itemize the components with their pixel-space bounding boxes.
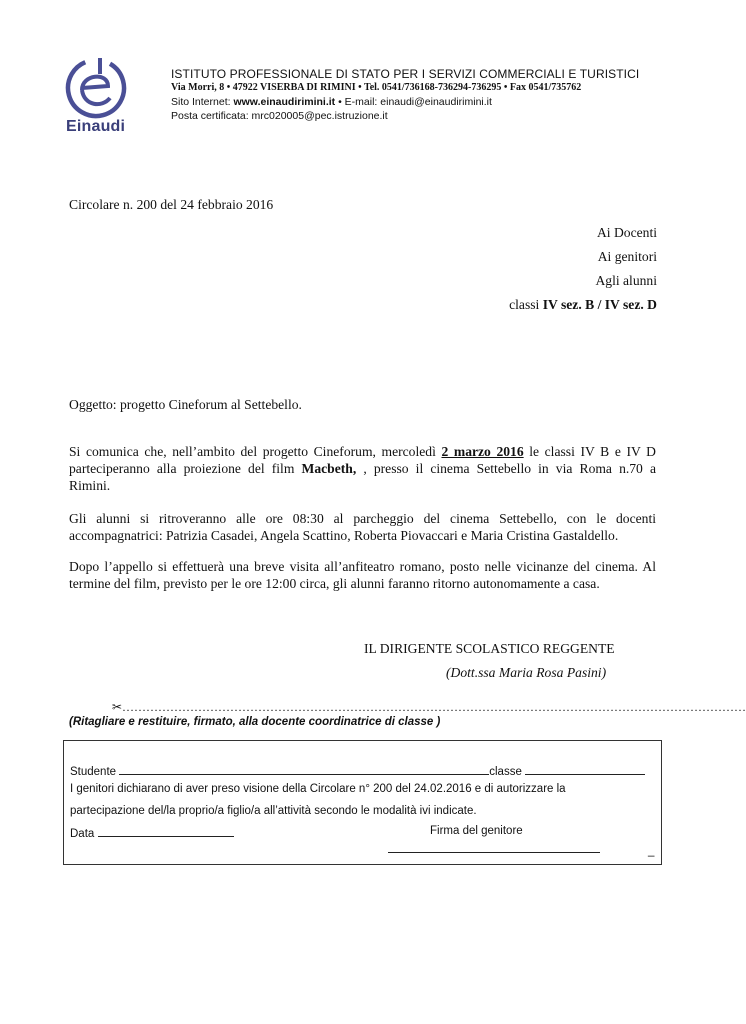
data-label: Data bbox=[70, 828, 95, 840]
studente-label: Studente bbox=[70, 766, 117, 778]
recipient-docenti: Ai Docenti bbox=[596, 225, 657, 240]
email-text: • E-mail: einaudi@einaudirimini.it bbox=[335, 96, 492, 108]
oggetto: Oggetto: progetto Cineforum al Settebello. bbox=[69, 397, 302, 412]
paragraph-visit: Dopo l’appello si effettuerà una breve visita all’anfiteatro romano, posto nelle vicinanze del cinema. Al termine del film, previsto per le ore 12:00 circa, gli alunni faranno ritorno autonomamente a casa. bbox=[69, 559, 656, 591]
data-row bbox=[70, 825, 234, 840]
circolare-reference: Circolare n. 200 del 24 febbraio 2016 bbox=[69, 197, 274, 212]
authorization-text-2: partecipazione del/la proprio/a figlio/a all’attività secondo le modalità ivi indicate. bbox=[70, 805, 477, 817]
school-address: Via Morri, 8 • 47922 VISERBA DI RIMINI • Tel. 0541/736168-736294-736295 • Fax 0541/735762 bbox=[171, 82, 582, 93]
classe-field[interactable] bbox=[525, 763, 645, 775]
school-header bbox=[171, 67, 639, 123]
recipient-classi: classi IV sez. B / IV sez. D bbox=[509, 297, 657, 312]
cut-line: ✂………………………………………………………………………………………………………………………………………… bbox=[112, 700, 746, 714]
firma-label: Firma del genitore bbox=[430, 825, 523, 837]
signature-title: IL DIRIGENTE SCOLASTICO REGGENTE bbox=[364, 641, 615, 656]
return-slip-form bbox=[63, 740, 662, 865]
firma-field[interactable] bbox=[388, 841, 600, 853]
studente-field[interactable] bbox=[119, 763, 489, 775]
school-website-line: Sito Internet: www.einaudirimini.it • E-mail: einaudi@einaudirimini.it bbox=[171, 96, 492, 108]
film-title: Macbeth, bbox=[301, 461, 357, 476]
school-name: ISTITUTO PROFESSIONALE DI STATO PER I SERVIZI COMMERCIALI E TURISTICI bbox=[171, 67, 640, 81]
classe-label: classe bbox=[489, 766, 522, 778]
website-link[interactable]: www.einaudirimini.it bbox=[233, 96, 336, 108]
pec-line: Posta certificata: mrc020005@pec.istruzione.it bbox=[171, 110, 388, 122]
cut-instructions: (Ritagliare e restituire, firmato, alla docente coordinatrice di classe ) bbox=[69, 716, 441, 728]
firma-row bbox=[388, 841, 600, 856]
logo-text: Einaudi bbox=[66, 118, 126, 135]
trailing-dash: _ bbox=[648, 845, 655, 857]
authorization-text: I genitori dichiarano di aver preso visione della Circolare n° 200 del 24.02.2016 e di autorizzare la bbox=[70, 783, 566, 795]
data-field[interactable] bbox=[98, 825, 234, 837]
recipients bbox=[509, 221, 657, 317]
studente-row bbox=[70, 763, 645, 778]
paragraph-announcement: Si comunica che, nell’ambito del progetto Cineforum, mercoledì 2 marzo 2016 le classi IV B e IV D parteciperanno alla proiezione del film Macbeth, , presso il cinema Settebello in via Roma n.70 a Rimini. bbox=[69, 444, 656, 493]
signature-name: (Dott.ssa Maria Rosa Pasini) bbox=[446, 665, 607, 680]
paragraph-meeting: Gli alunni si ritroveranno alle ore 08:30 al parcheggio del cinema Settebello, con le docenti accompagnatrici: Patrizia Casadei, Angela Scattino, Roberta Piovaccari e Maria Cristina Gastaldello. bbox=[69, 511, 656, 543]
recipient-alunni: Agli alunni bbox=[595, 273, 657, 288]
recipient-genitori: Ai genitori bbox=[597, 249, 657, 264]
event-date: 2 marzo 2016 bbox=[441, 444, 524, 459]
